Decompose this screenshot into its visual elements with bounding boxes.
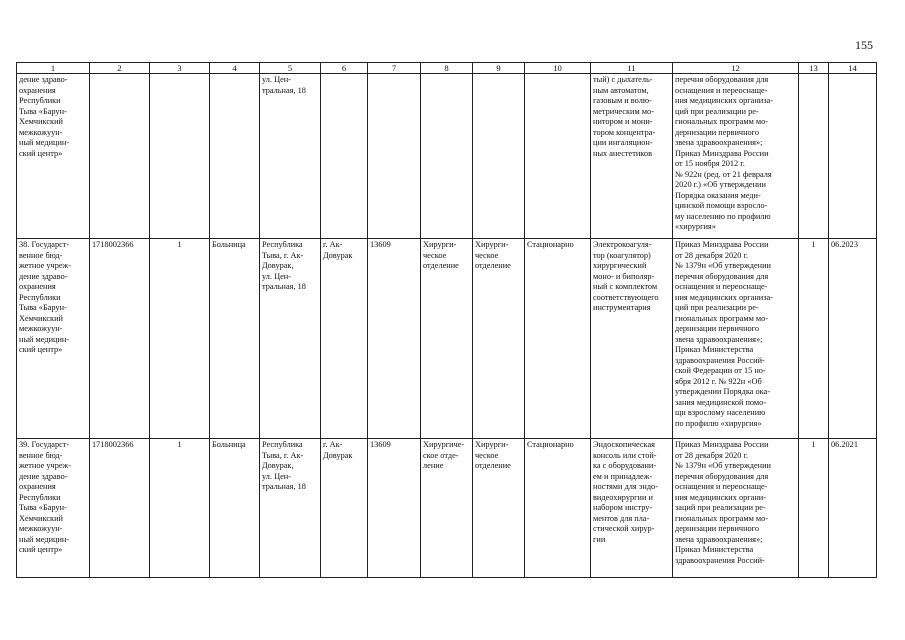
page-number: 155 — [855, 38, 873, 52]
department-cell — [421, 74, 473, 239]
locality-cell — [321, 74, 368, 239]
column-number-row — [17, 63, 877, 74]
code-cell — [150, 74, 210, 239]
column-number: 10 — [525, 63, 591, 74]
column-number: 4 — [210, 63, 260, 74]
column-number: 1 — [17, 63, 90, 74]
facility-type-cell: Больница — [210, 239, 260, 439]
institution-cell: 38. Государст- венное бюд- жетное учреж- дение здраво- охранения Республики Тыва «Барун- Хемчикский межкожуун- ный медицин- ский центр» — [17, 239, 90, 439]
unit-cell: Хирурги- ческое отделение — [473, 439, 525, 578]
date-cell — [829, 74, 877, 239]
equipment-cell: Электрокоагуля- тор (коагулятор) хирургический моно- и биполяр- ный с комплектом соответствующего инструментария — [591, 239, 673, 439]
equipment-cell: тый) с дыхатель- ным автоматом, газовым и волю- метрическим мо- нитором и мони- тором концентра- ции ингаляцион- ных анестетиков — [591, 74, 673, 239]
legal-basis-cell: перечня оборудования для оснащения и переоснаще- ния медицинских организа- ций при реализации ре- гиональных программ мо- дернизации первичного звена здравоохранения»; Приказ Минздрава России от 15 ноября 2012 г. № 922н (ред. от 21 февраля 2020 г.) «Об утверждении Порядка оказания меди- цинской помощи взросло- му населению по профилю «хирургия» — [673, 74, 799, 239]
column-number: 9 — [473, 63, 525, 74]
inn-cell: 1718002366 — [90, 239, 150, 439]
locality-code-cell — [368, 74, 421, 239]
quantity-cell: 1 — [799, 239, 829, 439]
facility-type-cell — [210, 74, 260, 239]
column-number: 5 — [260, 63, 321, 74]
locality-cell: г. Ак- Довурак — [321, 239, 368, 439]
code-cell: 1 — [150, 439, 210, 578]
quantity-cell: 1 — [799, 439, 829, 578]
column-number: 13 — [799, 63, 829, 74]
column-number: 2 — [90, 63, 150, 74]
table-row — [17, 239, 877, 439]
inn-cell: 1718002366 — [90, 439, 150, 578]
unit-cell — [473, 74, 525, 239]
institution-cell: дение здраво- охранения Республики Тыва «Барун- Хемчикский межкожуун- ный медицин- ский центр» — [17, 74, 90, 239]
department-cell: Хирурги- ческое отделение — [421, 239, 473, 439]
column-number: 3 — [150, 63, 210, 74]
locality-code-cell: 13609 — [368, 439, 421, 578]
table-row — [17, 439, 877, 578]
unit-cell: Хирурги- ческое отделение — [473, 239, 525, 439]
department-cell: Хирургиче- ское отде- ление — [421, 439, 473, 578]
care-mode-cell: Стационарно — [525, 439, 591, 578]
facility-type-cell: Больница — [210, 439, 260, 578]
date-cell: 06.2023 — [829, 239, 877, 439]
care-mode-cell: Стационарно — [525, 239, 591, 439]
equipment-cell: Эндоскопическая консоль или стой- ка с оборудовани- ем и принадлеж- ностями для эндо- видеохирургии и набором инстру- ментов для пла- стической хирур- гии — [591, 439, 673, 578]
address-cell: Республика Тыва, г. Ак- Довурак, ул. Цен- тральная, 18 — [260, 239, 321, 439]
legal-basis-cell: Приказ Минздрава России от 28 декабря 2020 г. № 1379н «Об утверждении перечня оборудования для оснащения и переоснаще- ния медицинских организа- ций при реализации ре- гиональных программ мо- дернизации первичного звена здравоохранения»; Приказ Министерства здравоохранения Россий- ской Федерации от 15 но- ября 2012 г. № 922н «Об утверждении Порядка ока- зания медицинской помо- щи взрослому населению по профилю «хирургия» — [673, 239, 799, 439]
column-number: 12 — [673, 63, 799, 74]
code-cell: 1 — [150, 239, 210, 439]
column-number: 7 — [368, 63, 421, 74]
table-row — [17, 74, 877, 239]
equipment-register-table — [16, 62, 877, 578]
locality-cell: г. Ак- Довурак — [321, 439, 368, 578]
institution-cell: 39. Государст- венное бюд- жетное учреж- дение здраво- охранения Республики Тыва «Барун- Хемчикский межкожуун- ный медицин- ский центр» — [17, 439, 90, 578]
column-number: 6 — [321, 63, 368, 74]
quantity-cell — [799, 74, 829, 239]
address-cell: Республика Тыва, г. Ак- Довурак, ул. Цен- тральная, 18 — [260, 439, 321, 578]
column-number: 8 — [421, 63, 473, 74]
legal-basis-cell: Приказ Минздрава России от 28 декабря 2020 г. № 1379н «Об утверждении перечня оборудования для оснащения и переоснаще- ния медицинских органи- заций при реализации ре- гиональных программ мо- дернизации первичного звена здравоохранения»; Приказ Министерства здравоохранения Россий- — [673, 439, 799, 578]
column-number: 11 — [591, 63, 673, 74]
inn-cell — [90, 74, 150, 239]
date-cell: 06.2021 — [829, 439, 877, 578]
column-number: 14 — [829, 63, 877, 74]
address-cell: ул. Цен- тральная, 18 — [260, 74, 321, 239]
care-mode-cell — [525, 74, 591, 239]
locality-code-cell: 13609 — [368, 239, 421, 439]
